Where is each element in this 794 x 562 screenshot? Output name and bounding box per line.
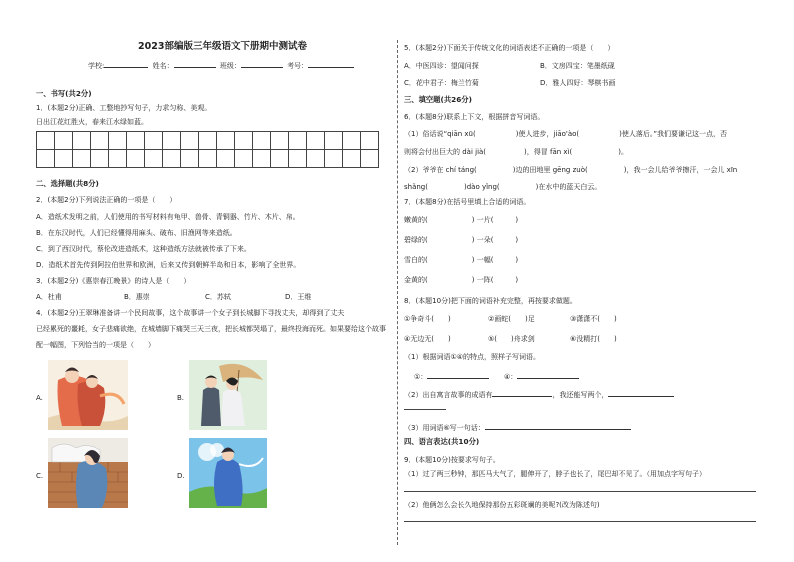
q6-line1-part3: )使人落后。”我们要谦记这一点，否 bbox=[619, 130, 728, 138]
school-label: 学校: bbox=[88, 62, 105, 70]
question-6: 6．(本题8分)联系上下文，根据拼音写词语。 bbox=[404, 113, 545, 121]
school-field[interactable] bbox=[104, 60, 148, 68]
q6-line3-part1: （2）爷爷在 chí táng( bbox=[404, 166, 477, 174]
q9-sub-1: （1）过了两三秒钟，那匹马大气了，腿伸开了，脖子也长了，尾巴却不见了。（用加点字写句子） bbox=[404, 470, 706, 478]
q6-line2 bbox=[404, 148, 628, 156]
q8-sub1-a-label: ①： bbox=[414, 373, 428, 381]
student-info-row bbox=[88, 60, 354, 70]
name-label: 姓名： bbox=[152, 62, 174, 70]
q5-option-d[interactable]: D．雅人四好：琴棋书画 bbox=[540, 79, 616, 87]
q9-answer-line-2[interactable] bbox=[404, 521, 756, 522]
q8-sub-1-a bbox=[414, 371, 489, 381]
q8-sub1-b-field[interactable] bbox=[517, 371, 579, 379]
q3-option-b[interactable]: B．惠崇 bbox=[124, 293, 150, 301]
q7-row3-left: 雪白的( bbox=[404, 256, 428, 264]
question-3: 3．(本题2分)《惠崇春江晚景》的诗人是（ ） bbox=[36, 277, 191, 285]
section-4-heading: 四、语言表达(共10分) bbox=[404, 437, 480, 446]
name-field[interactable] bbox=[174, 60, 216, 68]
q8-sub1-b-label: ④： bbox=[504, 373, 518, 381]
q6-line1 bbox=[404, 130, 727, 138]
exam-no-label: 考号： bbox=[287, 62, 309, 70]
q4-option-c-label: C. bbox=[36, 472, 44, 480]
q7-row-3 bbox=[404, 256, 518, 264]
q8-sub2-field-1[interactable] bbox=[492, 389, 552, 397]
q2-option-d[interactable]: D．造纸术首先传到阿拉伯世界和欧洲，后来又传到朝鲜半岛和日本，影响了全世界。 bbox=[36, 261, 301, 269]
q7-close: ) bbox=[515, 256, 519, 264]
q6-line3-part2: )边的田地里 gēng zuò( bbox=[512, 166, 588, 174]
q8-sub-1: （1）根据词语①④的特点，照样子写词语。 bbox=[404, 353, 541, 361]
class-field[interactable] bbox=[241, 60, 283, 68]
q8-sub2-field-2[interactable] bbox=[608, 389, 674, 397]
q6-line1-part1: （1）俗话说“qiān xū( bbox=[404, 130, 476, 138]
q6-line3-part3: )，我一会儿给爷爷擦汗，一会儿 xīn bbox=[623, 166, 738, 174]
q7-row2-right: ) 一朵( bbox=[471, 236, 494, 244]
question-8: 8．(本题10分)把下面的词语补充完整，再按要求做题。 bbox=[404, 297, 577, 305]
q7-row-4 bbox=[404, 276, 518, 284]
q5-option-a[interactable]: A．中医四诊：望闻问探 bbox=[404, 62, 479, 70]
q3-option-c[interactable]: C．苏轼 bbox=[205, 293, 231, 301]
question-9: 9．(本题10分)按要求写句子。 bbox=[404, 456, 500, 464]
question-4-line2: 已经累死的噩耗，女子悲痛欲绝，在城墙脚下痛哭三天三夜，把长城都哭塌了，最终投海而死。如果要给这个故事 bbox=[36, 325, 386, 333]
option-c-illustration[interactable] bbox=[48, 438, 128, 508]
q2-option-a[interactable]: A．造纸术发明之前，人们使用的书写材料有龟甲、兽骨、青铜器、竹片、木片、帛。 bbox=[36, 213, 300, 221]
q8-sub2-label: （2）出自寓言故事的成语有 bbox=[404, 391, 493, 399]
q6-line4-part3: )在水中的蓝天白云。 bbox=[535, 183, 602, 191]
section-2-heading: 二、选择题(共8分) bbox=[36, 179, 99, 188]
q5-option-b[interactable]: B．文房四宝：笔墨纸砚 bbox=[540, 62, 615, 70]
q8-sub-3 bbox=[404, 422, 631, 432]
q8-sub3-field[interactable] bbox=[485, 422, 631, 430]
q6-line2-part2: )，得冒 fān xì( bbox=[524, 148, 573, 156]
q6-line4-part2: )dào yǐng( bbox=[463, 183, 500, 191]
q8-item-6[interactable]: ⑥没精打( ) bbox=[570, 335, 617, 343]
option-d-illustration[interactable] bbox=[189, 438, 267, 508]
q7-close: ) bbox=[515, 236, 519, 244]
q5-option-c[interactable]: C．花中君子：梅兰竹菊 bbox=[404, 79, 479, 87]
q7-row-2 bbox=[404, 236, 518, 244]
q8-item-3[interactable]: ③潇潇不( ) bbox=[570, 315, 617, 323]
q4-option-d-label: D. bbox=[177, 472, 185, 480]
option-b-illustration[interactable] bbox=[189, 360, 267, 430]
q8-item-4[interactable]: ④无边无( ) bbox=[404, 335, 451, 343]
q7-row4-right: ) 一阵( bbox=[471, 276, 494, 284]
q8-sub1-a-field[interactable] bbox=[427, 371, 489, 379]
q3-option-a[interactable]: A．杜甫 bbox=[36, 293, 62, 301]
writing-grid[interactable] bbox=[36, 131, 379, 168]
question-1: 1．(本题2分)正确、工整地抄写句子，力求匀称、美观。 bbox=[36, 104, 212, 112]
q7-row4-left: 金黄的( bbox=[404, 276, 428, 284]
q2-option-b[interactable]: B．在东汉时代，人们已经懂得用麻头、破布、旧渔网等来造纸。 bbox=[36, 229, 237, 237]
q8-sub-2 bbox=[404, 389, 674, 399]
q4-option-a-label: A. bbox=[36, 394, 43, 402]
question-4-line1: 4．(本题2分)王翠琳准备讲一个民间故事，这个故事讲一个女子到长城脚下寻找丈夫，却得到了丈夫 bbox=[36, 309, 345, 317]
q1-sentence: 日出江花红胜火，春来江水绿如蓝。 bbox=[36, 118, 148, 126]
q6-line2-part1: 则将会付出巨大的 dài jià( bbox=[404, 148, 487, 156]
q6-line3 bbox=[404, 166, 737, 174]
question-7: 7．(本题8分)在括号里填上合适的词语。 bbox=[404, 198, 531, 206]
q8-sub2-extra-line[interactable] bbox=[404, 409, 446, 410]
q8-sub2-label-b: ，我还能写两个， bbox=[552, 391, 609, 399]
q8-item-2[interactable]: ②画蛇( )足 bbox=[488, 315, 535, 323]
q4-option-b-label: B. bbox=[177, 394, 185, 402]
q7-row1-right: ) 一片( bbox=[471, 216, 494, 224]
question-4-line3: 配一幅图，下列恰当的一项是（ ） bbox=[36, 341, 155, 349]
q7-close: ) bbox=[515, 276, 519, 284]
section-3-heading: 三、填空题(共26分) bbox=[404, 95, 472, 104]
q3-option-d[interactable]: D．王维 bbox=[285, 293, 312, 301]
page-title: 2023部编版三年级语文下册期中测试卷 bbox=[138, 41, 307, 52]
q7-row-1 bbox=[404, 216, 518, 224]
q7-close: ) bbox=[515, 216, 519, 224]
q7-row1-left: 嫩黄的( bbox=[404, 216, 428, 224]
q9-answer-line-1[interactable] bbox=[404, 491, 756, 492]
q8-sub3-label: （3）用词语⑥写一句话： bbox=[404, 424, 485, 432]
q8-item-5[interactable]: ⑤( )舟求剑 bbox=[488, 335, 535, 343]
option-a-illustration[interactable] bbox=[48, 360, 128, 430]
q7-row3-right: ) 一幅( bbox=[471, 256, 494, 264]
q6-line2-part3: )。 bbox=[618, 148, 628, 156]
column-divider bbox=[397, 40, 398, 545]
q8-item-1[interactable]: ①争奇斗( ) bbox=[404, 315, 451, 323]
q6-line4-part1: shǎng( bbox=[404, 183, 428, 191]
q7-row2-left: 碧绿的( bbox=[404, 236, 428, 244]
q6-line4 bbox=[404, 183, 601, 191]
class-label: 班级： bbox=[219, 62, 241, 70]
q6-line1-part2: )使人进步，jiāo'ào( bbox=[515, 130, 580, 138]
q2-option-c[interactable]: C．到了西汉时代，蔡伦改进造纸术，这种造纸方法就被传承了下来。 bbox=[36, 245, 251, 253]
q8-sub-1-b bbox=[504, 371, 579, 381]
q9-sub-2: （2）他俩怎么会长久地保持那份五彩斑斓的美呢?(改为陈述句) bbox=[404, 501, 600, 509]
question-2: 2．(本题2分)下列说法正确的一项是（ ） bbox=[36, 196, 177, 204]
exam-no-field[interactable] bbox=[308, 60, 354, 68]
section-1-heading: 一、书写(共2分) bbox=[36, 89, 92, 98]
question-5: 5．(本题2分)下面关于传统文化的词语表述不正确的一项是（ ） bbox=[404, 44, 615, 52]
